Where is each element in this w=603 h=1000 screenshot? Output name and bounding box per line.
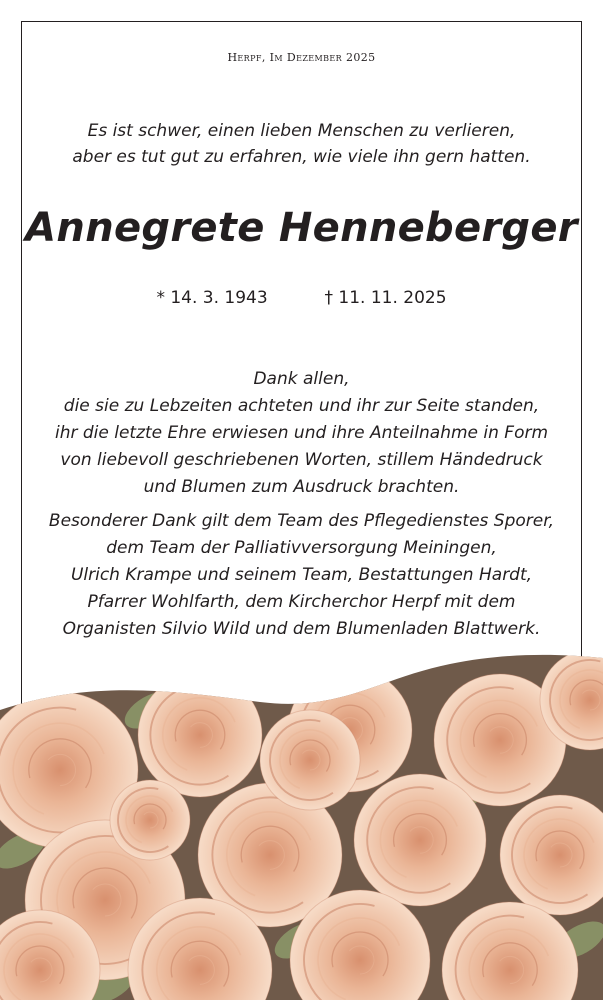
place-date-header: Herpf, Im Dezember 2025 xyxy=(227,51,376,64)
special-thanks-line: Organisten Silvio Wild und dem Blumenladen Blattwerk. xyxy=(62,619,541,639)
rose-blossom xyxy=(260,710,360,810)
death-date: 11. 11. 2025 xyxy=(338,288,447,308)
birth-date: 14. 3. 1943 xyxy=(170,288,268,308)
thanks-paragraph xyxy=(0,366,603,501)
special-thanks-line: Besonderer Dank gilt dem Team des Pflegedienstes Sporer, xyxy=(48,511,555,531)
quote-line: Es ist schwer, einen lieben Menschen zu verlieren, xyxy=(87,121,516,141)
rose-blossom xyxy=(110,780,190,860)
special-thanks-line: Pfarrer Wohlfarth, dem Kircherchor Herpf mit dem xyxy=(87,592,516,612)
rose-blossom xyxy=(138,673,262,797)
birth-symbol: * xyxy=(156,288,165,308)
special-thanks-paragraph xyxy=(0,508,603,643)
special-thanks-line: Ulrich Krampe und seinem Team, Bestattungen Hardt, xyxy=(70,565,533,585)
thanks-line: von liebevoll geschriebenen Worten, stillem Händedruck xyxy=(60,450,543,470)
thanks-line: und Blumen zum Ausdruck brachten. xyxy=(143,477,460,497)
thanks-line: Dank allen, xyxy=(253,369,350,389)
life-dates xyxy=(0,288,603,308)
thanks-line: die sie zu Lebzeiten achteten und ihr zur Seite standen, xyxy=(63,396,540,416)
death-symbol: † xyxy=(324,288,333,308)
roses-image xyxy=(0,640,603,1000)
thanks-line: ihr die letzte Ehre erwiesen und ihre Anteilnahme in Form xyxy=(54,423,549,443)
quote-line: aber es tut gut zu erfahren, wie viele ihn gern hatten. xyxy=(72,147,531,167)
rose-blossom xyxy=(354,774,486,906)
special-thanks-line: dem Team der Palliativversorgung Meiningen, xyxy=(106,538,497,558)
memorial-quote xyxy=(0,118,603,170)
deceased-name: Annegrete Henneberger xyxy=(25,205,578,251)
